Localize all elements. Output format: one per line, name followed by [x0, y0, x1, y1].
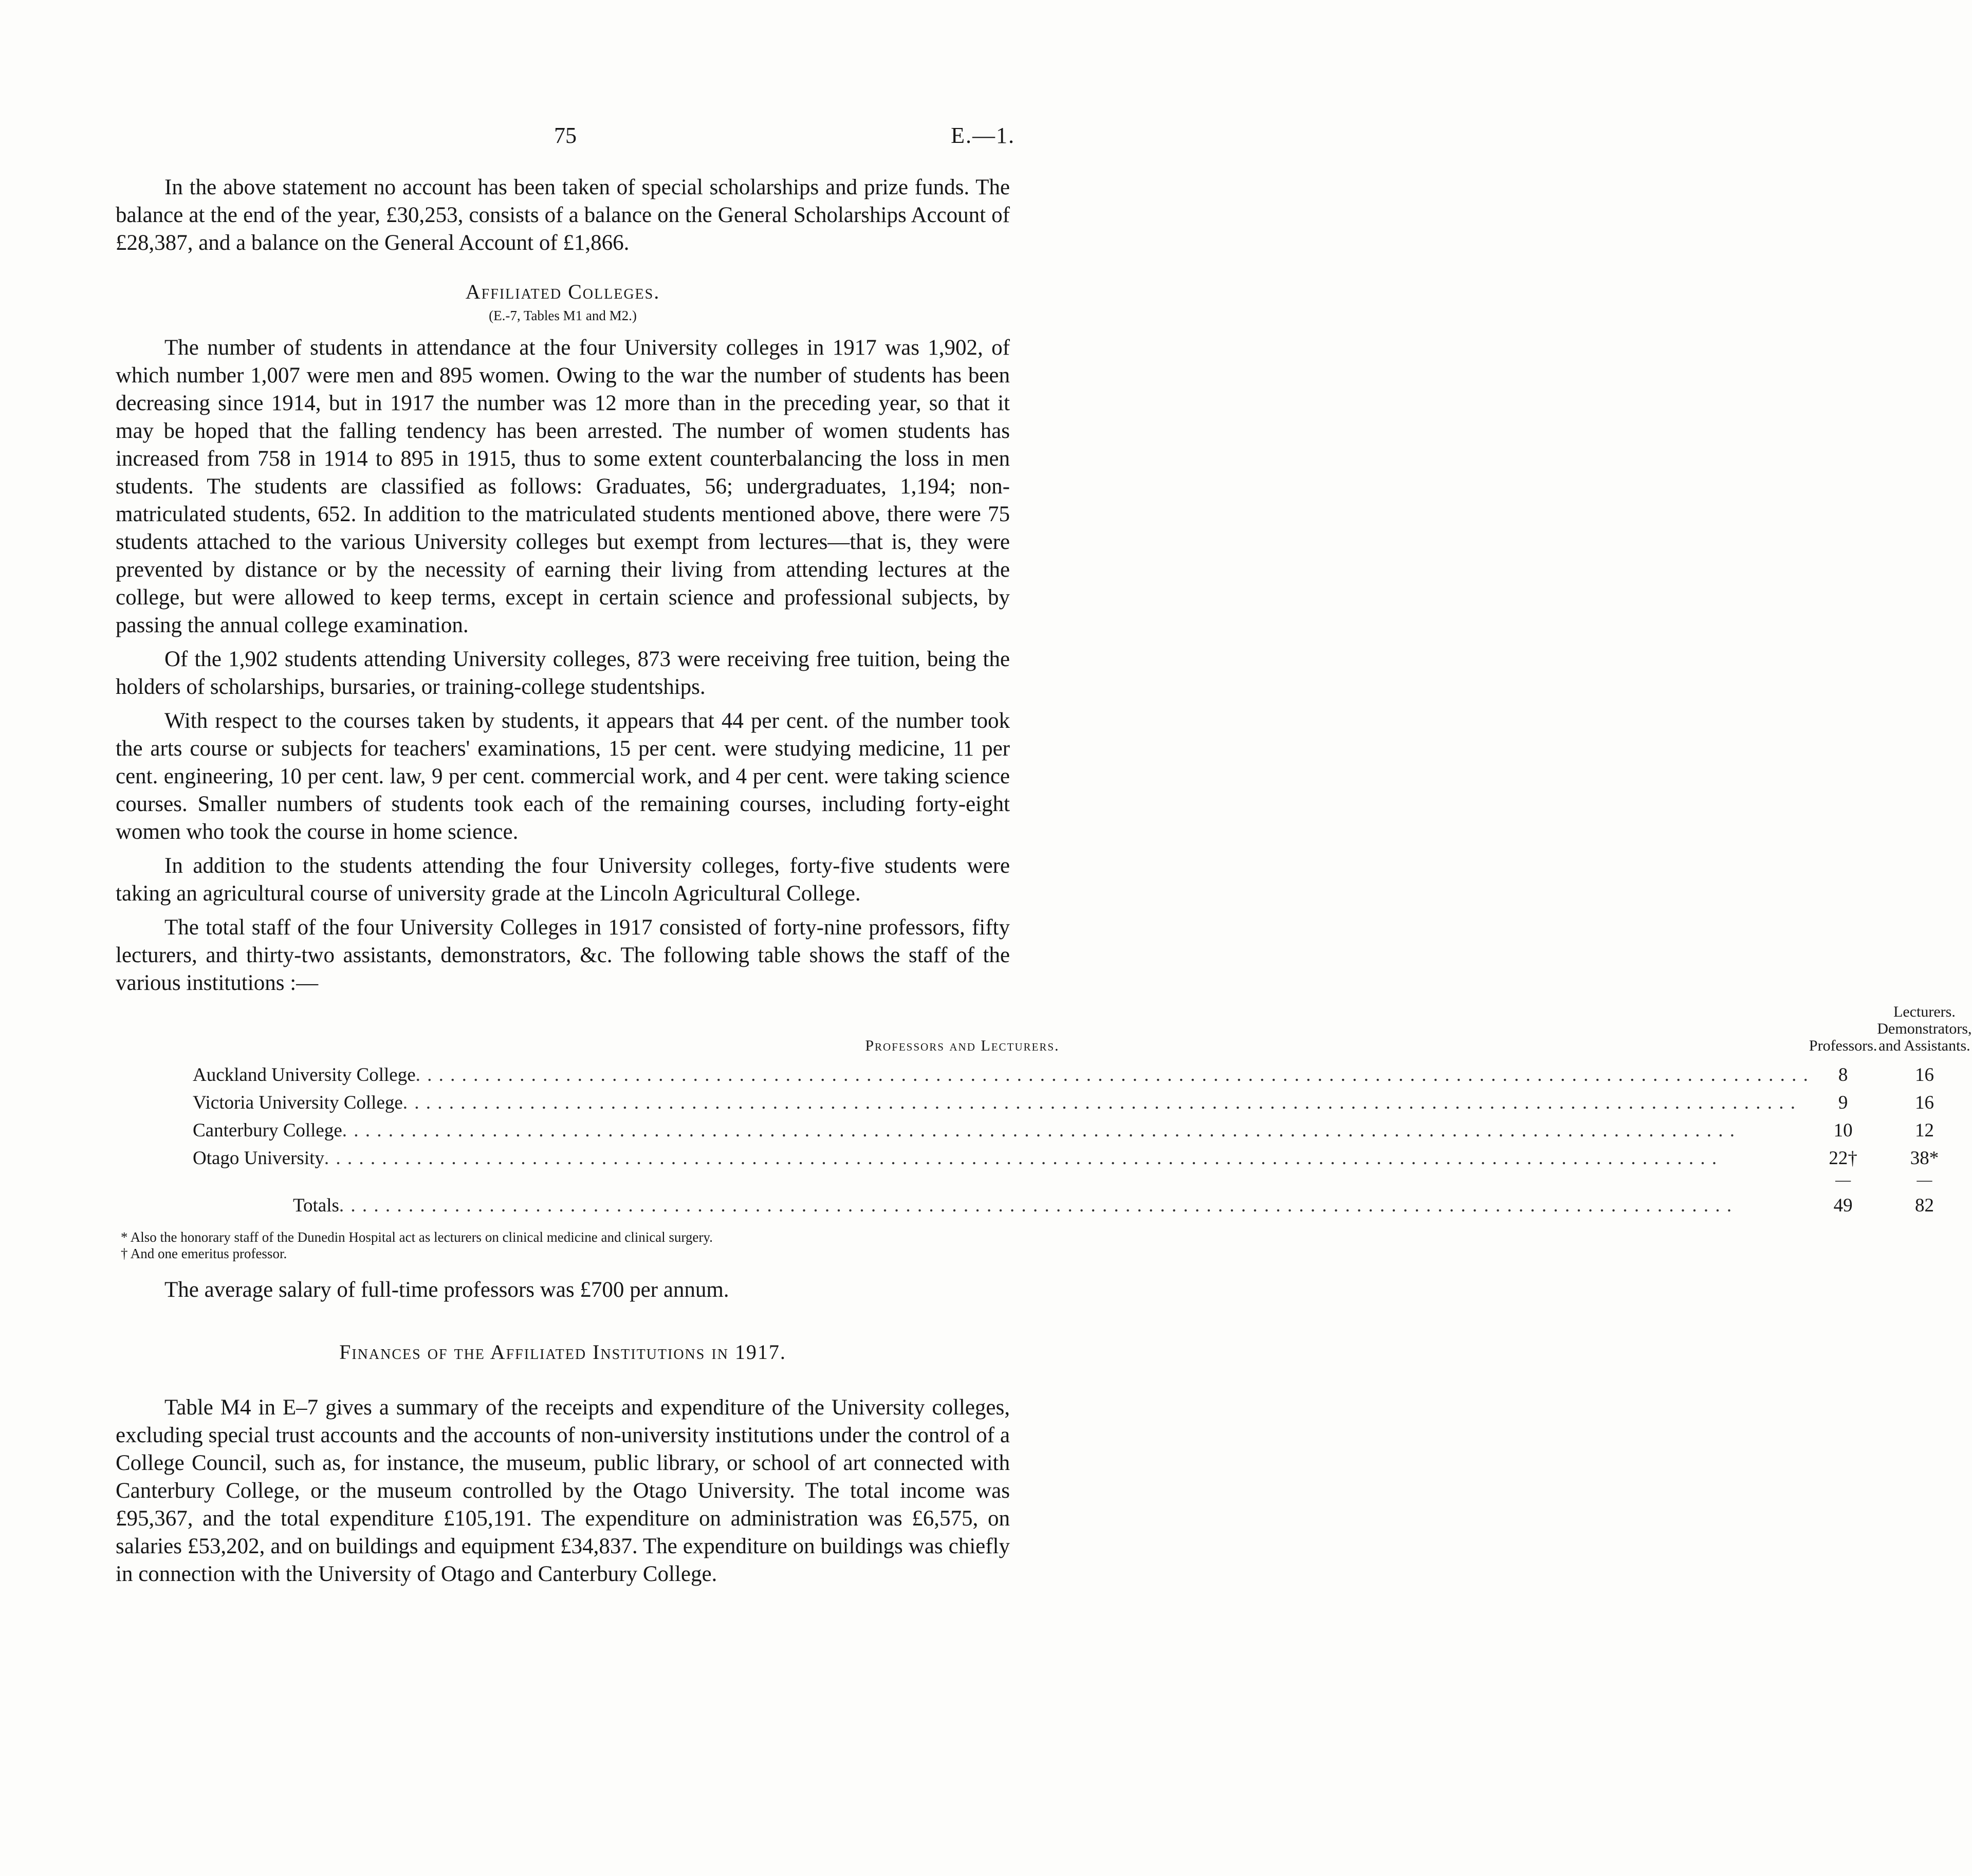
- professors-column-header: Professors.: [1809, 1037, 1877, 1054]
- salary-paragraph: The average salary of full-time professors was £700 per annum.: [164, 1278, 729, 1302]
- institution-name: Victoria University College: [193, 1092, 403, 1113]
- intro-paragraph: In the above statement no account has been taken of special scholarships and prize funds. The balance at the end of the year, £30,253, consists of a balance on the General Scholarships Account of £28,387, and a balance on the General Account of £1,866.: [116, 175, 1010, 255]
- staff-table: [116, 1003, 1972, 1220]
- footnote-dagger: † And one emeritus professor.: [121, 1246, 287, 1261]
- institution-name: Canterbury College: [193, 1120, 342, 1141]
- totals-label: Totals: [293, 1195, 339, 1216]
- page-header: [116, 122, 1015, 153]
- professors-count: 10: [1833, 1120, 1853, 1141]
- staff-table-header: [116, 1003, 1972, 1061]
- institution-name: Otago University: [193, 1148, 324, 1169]
- free-tuition-paragraph: Of the 1,902 students attending University colleges, 873 were receiving free tuition, being the holders of scholarships, bursaries, or training-college studentships.: [116, 647, 1010, 699]
- professors-count: 8: [1838, 1064, 1848, 1086]
- lecturers-count: 38*: [1910, 1148, 1939, 1169]
- affiliated-colleges-subtitle: (E.-7, Tables M1 and M2.): [489, 308, 637, 323]
- finances-paragraph: Table M4 in E–7 gives a summary of the receipts and expenditure of the University colleges, excluding special trust accounts and the accounts of non-university institutions under the control of a College Council, such as, for instance, the museum, public library, or school of art connected with Canterbury College, or the museum controlled by the Otago University. The total income was £95,367, and the total expenditure £105,191. The expenditure on administration was £6,575, on salaries £53,202, and on buildings and equipment £34,837. The expenditure on buildings was chiefly in connection with the University of Otago and Canterbury College.: [116, 1395, 1010, 1586]
- totals-row: [116, 1188, 1972, 1220]
- dot-leader: . . . . . . . . . . . . . . . . . . . . . . . . . . . . . . . . . . . . . . . . . . . . . . . . . . . . . . . . . . . . . . . . . . . . . . . . . . . . . . . . . . . . . . . . . . . . . . . . . . . . . . . . . . . . . . . . . . . . . . . . .: [415, 1064, 1809, 1086]
- total-rule: —: [1916, 1171, 1932, 1188]
- finances-title: Finances of the Affiliated Institutions in 1917.: [339, 1340, 786, 1364]
- courses-paragraph: With respect to the courses taken by students, it appears that 44 per cent. of the number took the arts course or subjects for teachers' examinations, 15 per cent. were studying medicine, 11 per cent. engineering, 10 per cent. law, 9 per cent. commercial work, and 4 per cent. were taking science courses. Smaller numbers of students took each of the remaining courses, including forty-eight women who took the course in home science.: [116, 709, 1010, 844]
- total-rule: —: [1835, 1171, 1851, 1188]
- dot-leader: . . . . . . . . . . . . . . . . . . . . . . . . . . . . . . . . . . . . . . . . . . . . . . . . . . . . . . . . . . . . . . . . . . . . . . . . . . . . . . . . . . . . . . . . . . . . . . . . . . . . . . . . . . . . . . . . . . . . . . . . .: [342, 1120, 1736, 1141]
- lecturers-count: 16: [1914, 1092, 1934, 1113]
- page-number: 75: [554, 123, 577, 148]
- staff-paragraph: The total staff of the four University Colleges in 1917 consisted of forty-nine professors, fifty lecturers, and thirty-two assistants, demonstrators, &c. The following table shows the staff of the various institutions :—: [116, 915, 1010, 995]
- professors-count: 9: [1838, 1092, 1848, 1113]
- agricultural-paragraph: In addition to the students attending the four University colleges, forty-five students were taking an agricultural course of university grade at the Lincoln Agricultural College.: [116, 854, 1010, 906]
- dot-leader: . . . . . . . . . . . . . . . . . . . . . . . . . . . . . . . . . . . . . . . . . . . . . . . . . . . . . . . . . . . . . . . . . . . . . . . . . . . . . . . . . . . . . . . . . . . . . . . . . . . . . . . . . . . . . . . . . . . . . . . . .: [324, 1148, 1718, 1169]
- lecturers-count: 16: [1914, 1064, 1934, 1086]
- dot-leader: . . . . . . . . . . . . . . . . . . . . . . . . . . . . . . . . . . . . . . . . . . . . . . . . . . . . . . . . . . . . . . . . . . . . . . . . . . . . . . . . . . . . . . . . . . . . . . . . . . . . . . . . . . . . . . . . . . . . . . . . .: [402, 1092, 1797, 1113]
- lecturers-column-header: Lecturers. Demonstrators, and Assistants.: [1877, 1003, 1972, 1054]
- series-code: E.—1.: [951, 123, 1015, 148]
- total-professors: 49: [1833, 1195, 1853, 1216]
- page-content: [116, 174, 1972, 1594]
- affiliated-colleges-title: Affiliated Colleges.: [465, 280, 660, 303]
- total-lecturers: 82: [1914, 1195, 1934, 1216]
- table-row: [116, 1117, 1972, 1145]
- lecturers-count: 12: [1914, 1120, 1934, 1141]
- table-row: [116, 1089, 1972, 1117]
- table-row: [116, 1145, 1972, 1172]
- dot-leader: . . . . . . . . . . . . . . . . . . . . . . . . . . . . . . . . . . . . . . . . . . . . . . . . . . . . . . . . . . . . . . . . . . . . . . . . . . . . . . . . . . . . . . . . . . . . . . . . . . . . . . . . . . . . . . . . . . . . . . . . .: [339, 1195, 1733, 1216]
- institution-name: Auckland University College: [193, 1064, 416, 1086]
- table-footnotes: [116, 1229, 1010, 1262]
- staff-table-title: Professors and Lecturers.: [865, 1037, 1060, 1054]
- professors-count: 22†: [1829, 1148, 1857, 1169]
- table-row: [116, 1061, 1972, 1089]
- students-paragraph: The number of students in attendance at the four University colleges in 1917 was 1,902, of which number 1,007 were men and 895 women. Owing to the war the number of students has been decreasing since 1914, but in 1917 the number was 12 more than in the preceding year, so that it may be hoped that the falling tendency has been arrested. The number of women students has increased from 758 in 1914 to 895 in 1915, thus to some extent counterbalancing the loss in men students. The students are classified as follows: Graduates, 56; undergraduates, 1,194; non-matriculated students, 652. In addition to the matriculated students mentioned above, there were 75 students attached to the various University colleges but exempt from lectures—that is, they were prevented by distance or by the necessity of earning their living from attending lectures at the college, but were allowed to keep terms, except in certain science and professional subjects, by passing the annual college examination.: [116, 336, 1010, 637]
- footnote-asterisk: * Also the honorary staff of the Dunedin Hospital act as lecturers on clinical medicine and clinical surgery.: [121, 1229, 713, 1245]
- total-rule-row: [116, 1172, 1972, 1188]
